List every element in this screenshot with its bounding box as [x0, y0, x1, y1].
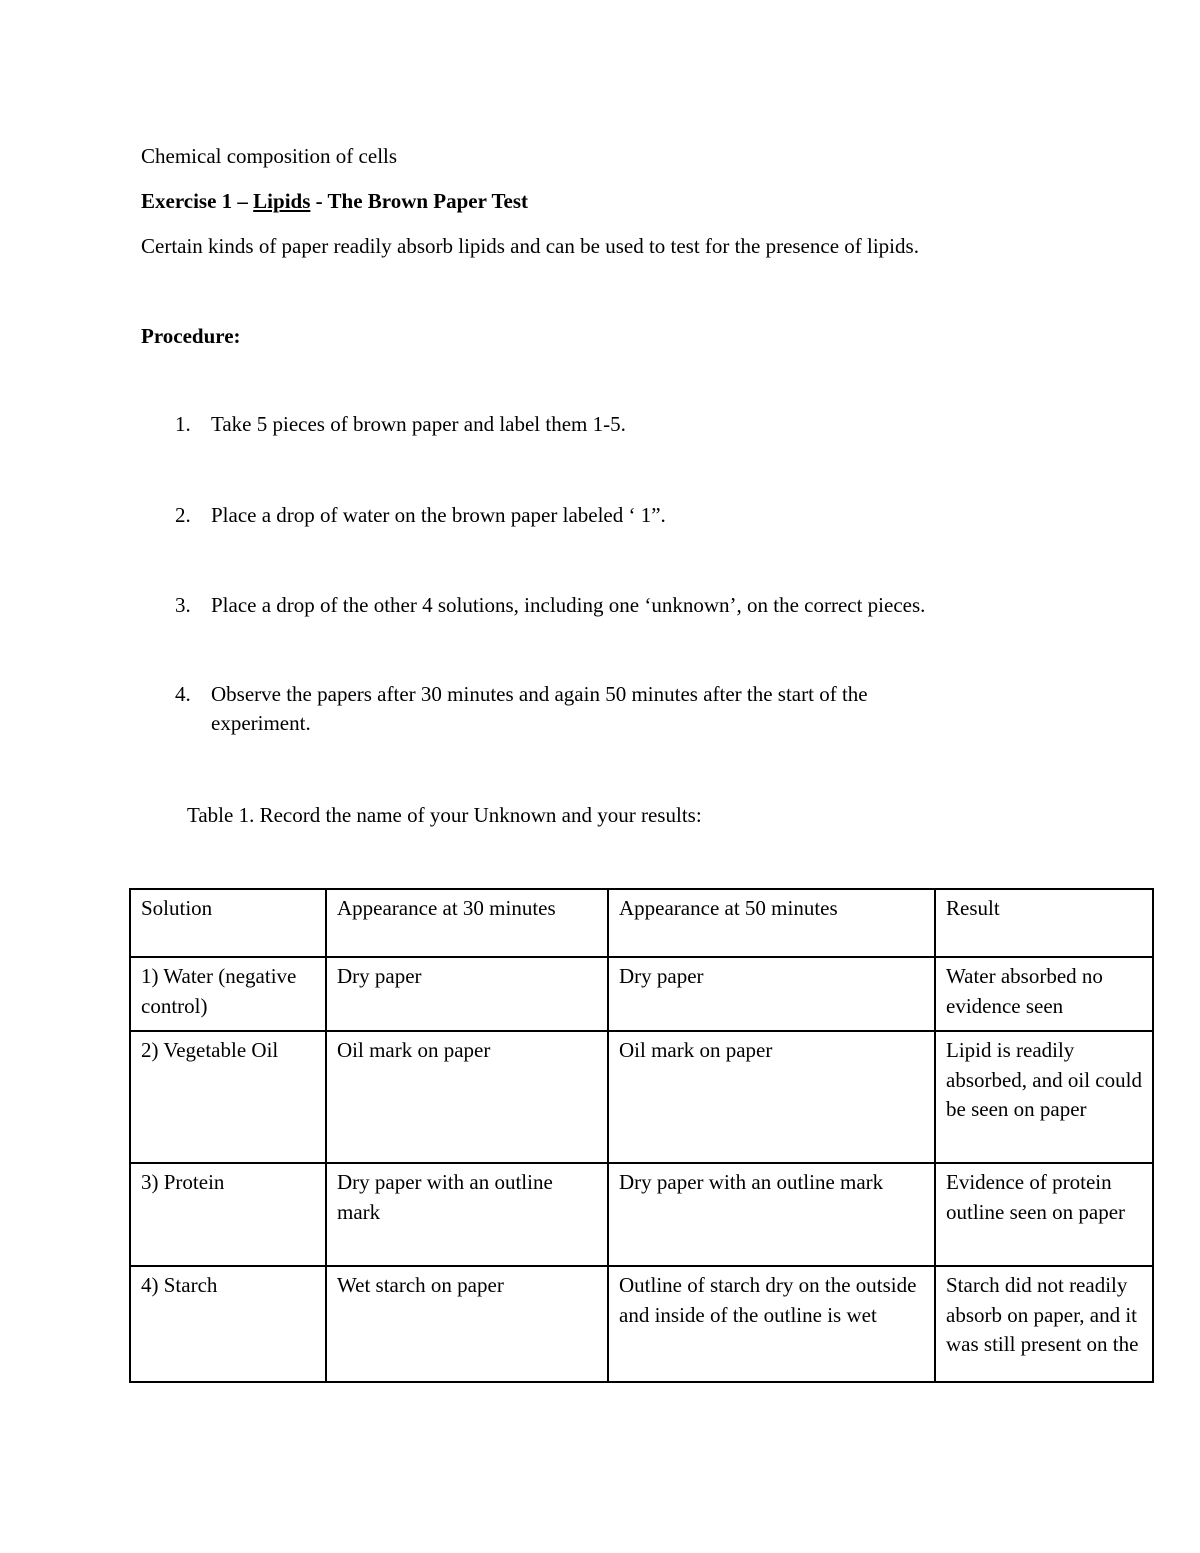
table-cell: Starch did not readily absorb on paper, and it was still present on the: [935, 1266, 1153, 1382]
table-row: [130, 1031, 1153, 1163]
step-number: 4.: [175, 682, 191, 706]
step-text: Observe the papers after 30 minutes and again 50 minutes after the start of the experiment.: [211, 682, 868, 735]
table-header-row: [130, 889, 1153, 957]
table-cell: Wet starch on paper: [326, 1266, 608, 1382]
table-caption: Table 1. Record the name of your Unknown and your results:: [187, 803, 702, 827]
table-cell: Dry paper: [326, 957, 608, 1031]
step-number: 1.: [175, 412, 191, 436]
document-title: Chemical composition of cells: [141, 144, 398, 168]
header-cell: Appearance at 30 minutes: [326, 889, 608, 957]
table-cell: Lipid is readily absorbed, and oil could be seen on paper: [935, 1031, 1153, 1163]
table-cell: Water absorbed no evidence seen: [935, 957, 1153, 1031]
exercise-heading: [141, 188, 528, 214]
exercise-suffix: - The Brown Paper Test: [310, 189, 529, 213]
table-row: [130, 957, 1153, 1031]
header-cell: Solution: [130, 889, 326, 957]
table-cell: 2) Vegetable Oil: [130, 1031, 326, 1163]
table-cell: Oil mark on paper: [608, 1031, 935, 1163]
header-cell: Appearance at 50 minutes: [608, 889, 935, 957]
header-cell: Result: [935, 889, 1153, 957]
step-text: Place a drop of water on the brown paper labeled ‘ 1”.: [211, 503, 666, 527]
table-cell: 3) Protein: [130, 1163, 326, 1266]
step-number: 3.: [175, 593, 191, 617]
table-cell: 1) Water (negative control): [130, 957, 326, 1031]
table-cell: Dry paper with an outline mark: [326, 1163, 608, 1266]
table-cell: Dry paper with an outline mark: [608, 1163, 935, 1266]
exercise-topic: Lipids: [253, 189, 311, 213]
table-row: [130, 1163, 1153, 1266]
procedure-heading: Procedure:: [141, 324, 241, 348]
step-number: 2.: [175, 503, 191, 527]
step-text: Place a drop of the other 4 solutions, including one ‘unknown’, on the correct pieces.: [211, 593, 926, 617]
table-row: [130, 1266, 1153, 1382]
exercise-prefix: Exercise 1 –: [141, 189, 254, 213]
results-table: [129, 888, 1154, 1383]
table-cell: Outline of starch dry on the outside and inside of the outline is wet: [608, 1266, 935, 1382]
table-cell: Dry paper: [608, 957, 935, 1031]
step-text: Take 5 pieces of brown paper and label them 1-5.: [211, 412, 626, 436]
table-cell: 4) Starch: [130, 1266, 326, 1382]
intro-paragraph: Certain kinds of paper readily absorb lipids and can be used to test for the presence of lipids.: [141, 234, 919, 258]
table-cell: Oil mark on paper: [326, 1031, 608, 1163]
table-cell: Evidence of protein outline seen on paper: [935, 1163, 1153, 1266]
